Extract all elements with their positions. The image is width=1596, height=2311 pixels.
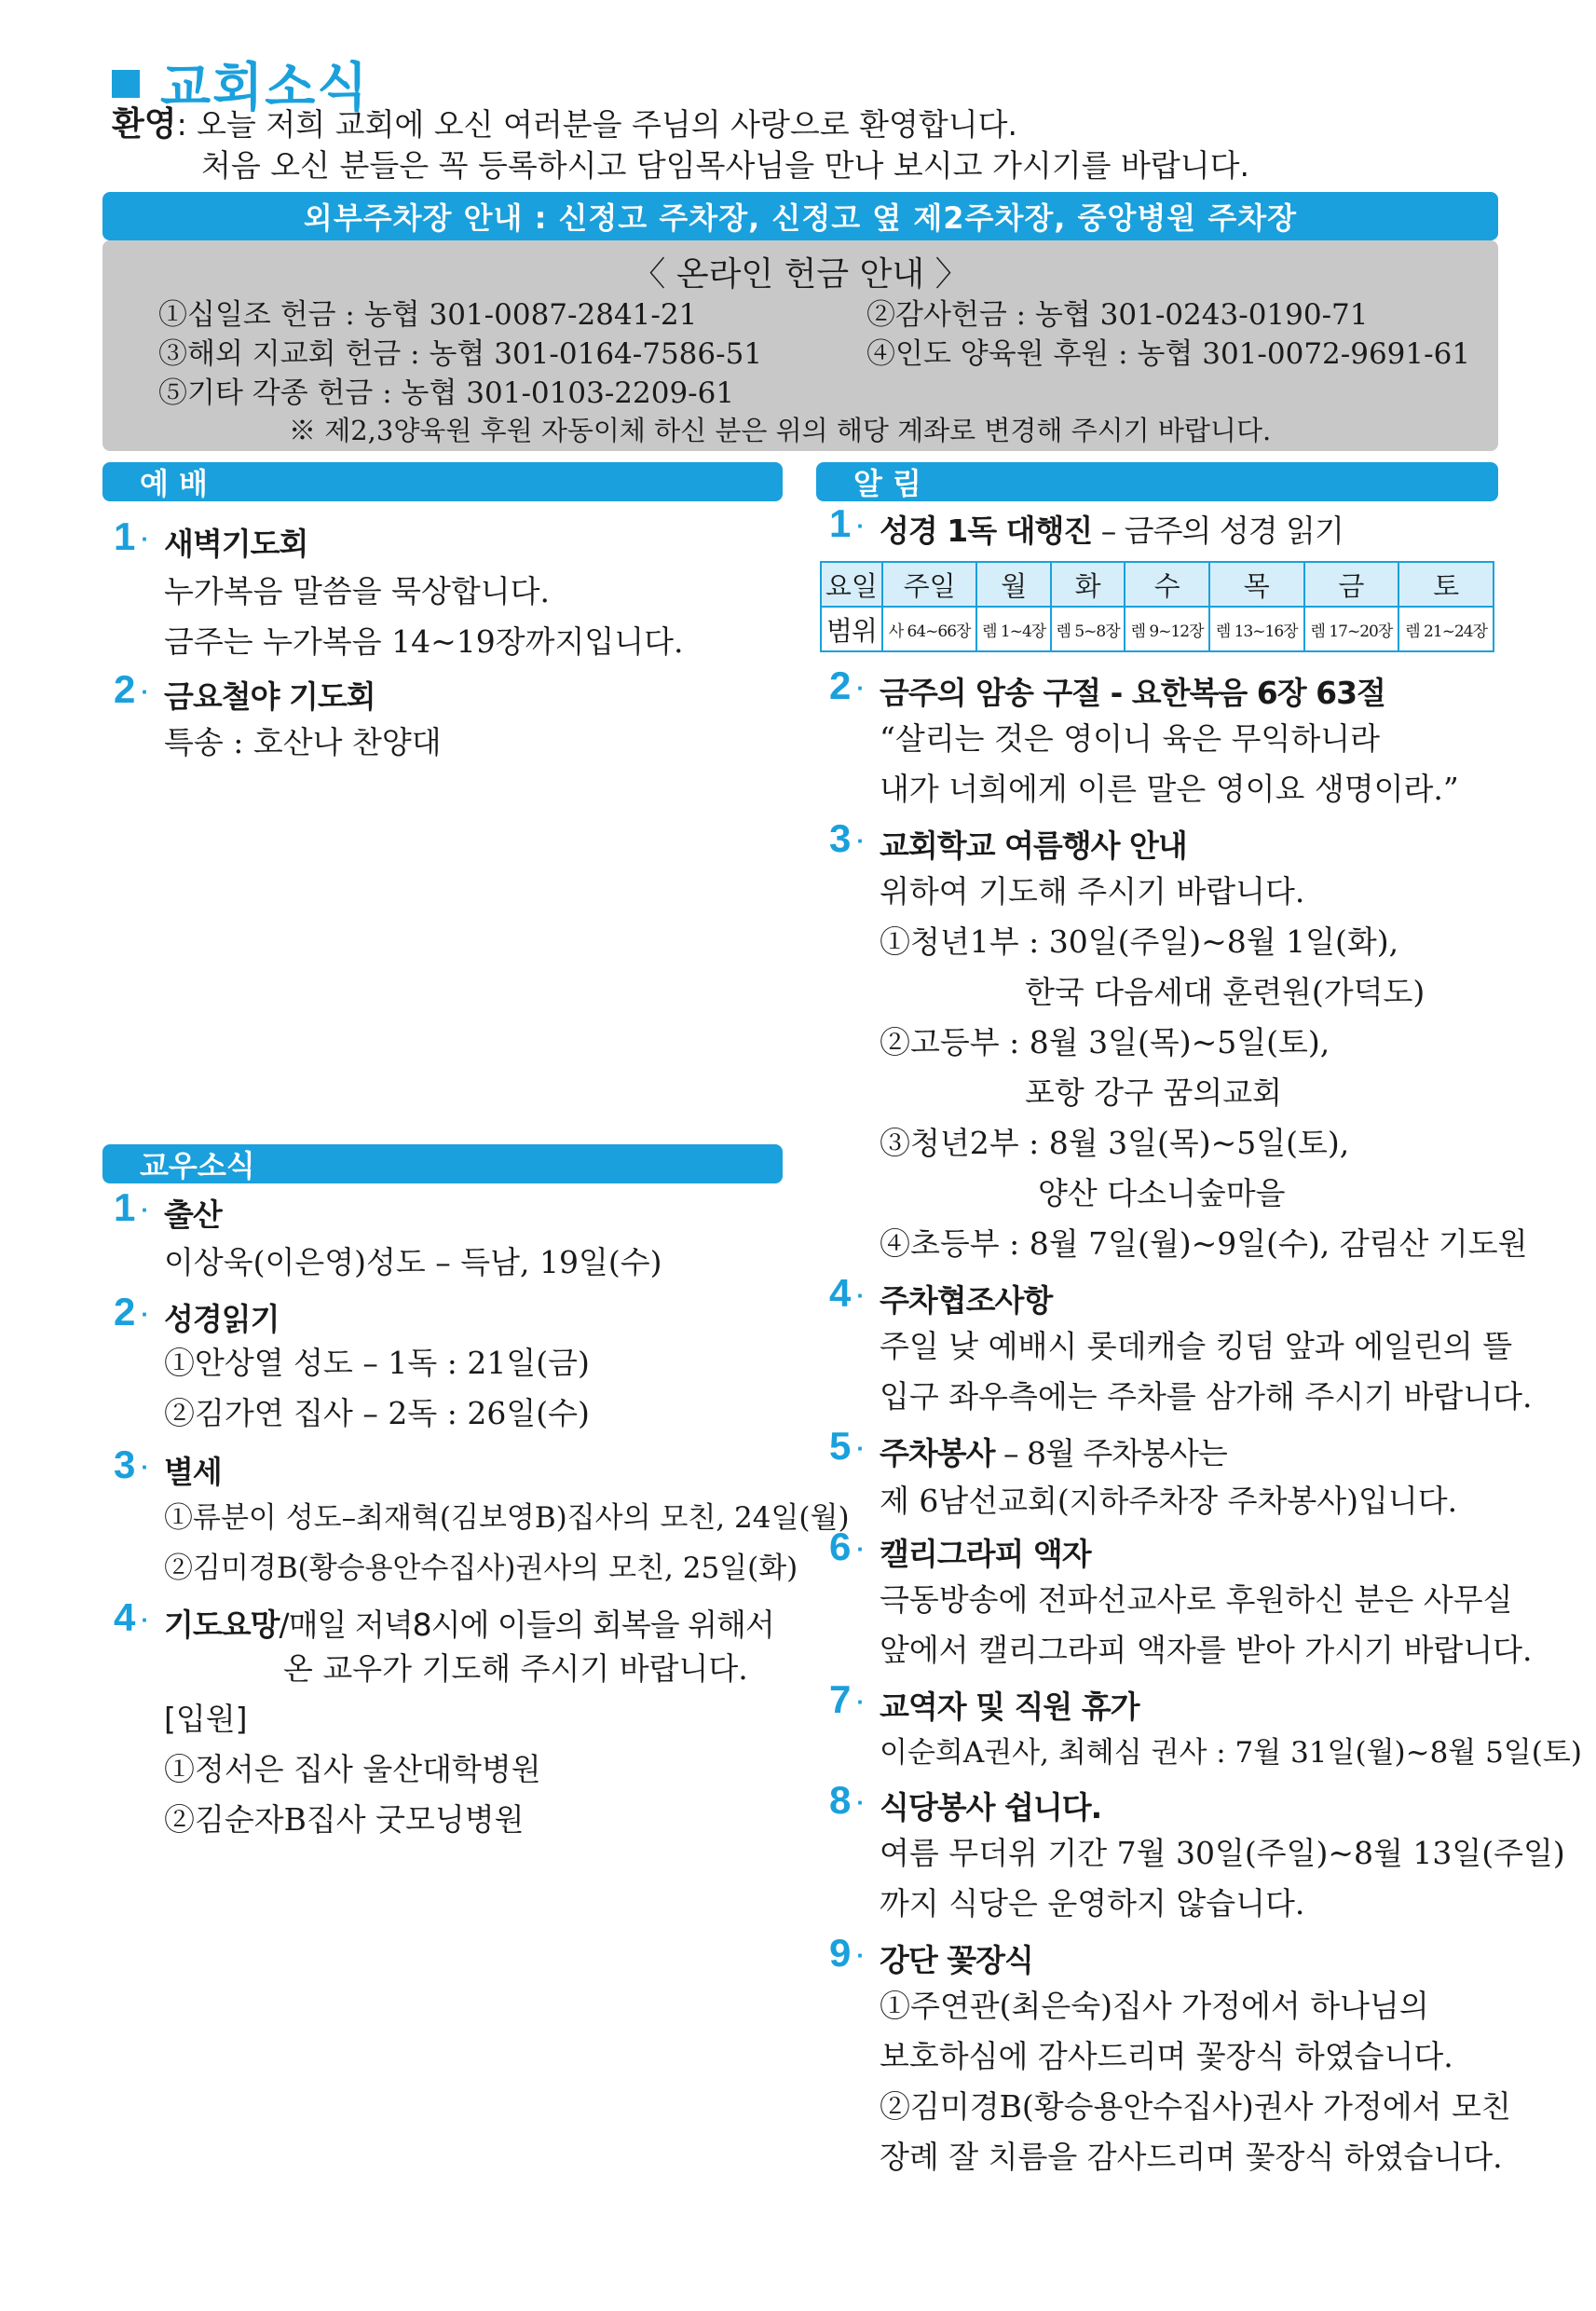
table-cell: 주일 xyxy=(882,562,977,607)
item-number: 2 · xyxy=(114,667,150,711)
notices-section-header: 알 림 xyxy=(816,462,1498,501)
members-item-heading: 기도요망/매일 저녁8시에 이들의 회복을 위해서 xyxy=(164,1607,774,1643)
offering-note: ※ 제2,3양육원 후원 자동이체 하신 분은 위의 해당 계좌로 변경해 주시기 바랍니다. xyxy=(289,415,1272,446)
offering-item: ②감사헌금 : 농협 301-0243-0190-71 xyxy=(866,298,1369,332)
members-item-heading: 출산 xyxy=(164,1197,222,1233)
notices-item-heading: 교회학교 여름행사 안내 xyxy=(880,827,1187,864)
notices-item-heading: 교역자 및 직원 휴가 xyxy=(880,1689,1139,1725)
notices-item-heading: 주차협조사항 xyxy=(880,1282,1053,1319)
bible-reading-schedule-table xyxy=(820,561,1494,652)
members-item-body: 온 교우가 기도해 주시기 바랍니다. [입원] ①정서은 집사 울산대학병원 ②김순자B집사 굿모닝병원 xyxy=(164,1650,748,1838)
worship-item-heading: 새벽기도회 xyxy=(164,526,308,562)
worship-section-header: 예 배 xyxy=(102,462,783,501)
notices-item-body: 극동방송에 전파선교사로 후원하신 분은 사무실 앞에서 캘리그라피 액자를 받아 가시기 바랍니다. xyxy=(880,1581,1533,1668)
item-number: 4 · xyxy=(829,1271,866,1315)
notices-item-body: ①주연관(최은숙)집사 가정에서 하나님의 보호하심에 감사드리며 꽃장식 하였습니다. ②김미경B(황승용안수집사)권사 가정에서 모친 장례 잘 치름을 감사드리며 꽃장식 하였습니다. xyxy=(880,1988,1511,2175)
offering-item: ①십일조 헌금 : 농협 301-0087-2841-21 xyxy=(158,298,698,332)
table-cell: 화 xyxy=(1051,562,1125,607)
online-offering-box xyxy=(102,240,1498,451)
notices-item-body: “살리는 것은 영이니 육은 무익하니라 내가 너희에게 이른 말은 영이요 생명이라.” xyxy=(880,720,1459,807)
offering-title: 〈 온라인 헌금 안내 〉 xyxy=(632,255,969,294)
table-cell: 토 xyxy=(1398,562,1494,607)
item-number: 6 · xyxy=(829,1525,866,1568)
page-title-text: 교회소식 xyxy=(160,58,370,118)
members-item-body: 이상욱(이은영)성도 – 득남, 19일(수) xyxy=(164,1244,662,1280)
table-row xyxy=(821,607,1494,651)
table-cell: 렘 17~20장 xyxy=(1304,607,1399,651)
members-section-header: 교우소식 xyxy=(102,1144,783,1183)
notices-item-heading: 캘리그라피 액자 xyxy=(880,1536,1091,1572)
table-cell: 사 64~66장 xyxy=(882,607,977,651)
notices-item-heading: 강단 꽃장식 xyxy=(880,1942,1033,1978)
table-row xyxy=(821,562,1494,607)
notices-item-heading: 주차봉사 – 8월 주차봉사는 xyxy=(880,1435,1227,1471)
item-number: 7 · xyxy=(829,1677,866,1721)
item-number: 3 · xyxy=(829,816,866,860)
item-number: 1 · xyxy=(114,514,150,558)
item-number: 2 · xyxy=(829,663,866,707)
notices-item-body: 위하여 기도해 주시기 바랍니다. ①청년1부 : 30일(주일)~8월 1일(화), 한국 다음세대 훈련원(가덕도) ②고등부 : 8월 3일(목)~5일(토), 포항 강구 꿈의교회 ③청년2부 : 8월 3일(목)~5일(토), 양산 다소니숲마을 ④초등부 : 8월 7일(월)~9일(수), 감림산 기도원 xyxy=(880,873,1528,1262)
item-number: 4 · xyxy=(114,1595,150,1639)
table-cell: 수 xyxy=(1125,562,1209,607)
members-item-body: ①류분이 성도–최재혁(김보영B)집사의 모친, 24일(월) ②김미경B(황승용안수집사)권사의 모친, 25일(화) xyxy=(164,1501,850,1585)
item-number: 5 · xyxy=(829,1424,866,1468)
table-cell: 렘 21~24장 xyxy=(1398,607,1494,651)
table-cell: 렘 13~16장 xyxy=(1209,607,1304,651)
table-cell: 요일 xyxy=(821,562,882,607)
members-item-heading: 성경읽기 xyxy=(164,1301,280,1337)
offering-item: ③해외 지교회 헌금 : 농협 301-0164-7586-51 xyxy=(158,337,763,371)
parking-info-bar: 외부주차장 안내 : 신정고 주차장, 신정고 옆 제2주차장, 중앙병원 주차장 xyxy=(102,192,1498,240)
welcome-line-1: : 오늘 저희 교회에 오신 여러분을 주님의 사랑으로 환영합니다. xyxy=(176,106,1018,143)
worship-item-body: 누가복음 말씀을 묵상합니다. 금주는 누가복음 14~19장까지입니다. xyxy=(164,573,684,660)
item-number: 1 · xyxy=(829,501,866,545)
item-number: 9 · xyxy=(829,1931,866,1975)
welcome-message xyxy=(112,104,1249,186)
worship-item-body: 특송 : 호산나 찬양대 xyxy=(164,724,442,760)
members-item-body: ①안상열 성도 – 1독 : 21일(금) ②김가연 집사 – 2독 : 26일(수) xyxy=(164,1345,590,1431)
table-cell: 렘 1~4장 xyxy=(976,607,1050,651)
notices-item-body: 이순희A권사, 최혜심 권사 : 7월 31일(월)~8월 5일(토) xyxy=(880,1736,1582,1770)
worship-item-heading: 금요철야 기도회 xyxy=(164,678,375,715)
notices-item-heading: 식당봉사 쉽니다. xyxy=(880,1789,1102,1826)
item-number: 1 · xyxy=(114,1185,150,1229)
notices-item-body: 여름 무더위 기간 7월 30일(주일)~8월 13일(주일) 까지 식당은 운영하지 않습니다. xyxy=(880,1835,1565,1921)
table-cell: 범위 xyxy=(821,607,882,651)
welcome-line-2: 처음 오신 분들은 꼭 등록하시고 담임목사님을 만나 보시고 가시기를 바랍니다. xyxy=(201,147,1249,184)
table-cell: 금 xyxy=(1304,562,1399,607)
item-number: 3 · xyxy=(114,1443,150,1486)
welcome-label: 환영 xyxy=(112,105,177,144)
table-cell: 렘 5~8장 xyxy=(1051,607,1125,651)
item-number: 8 · xyxy=(829,1778,866,1822)
offering-item: ④인도 양육원 후원 : 농협 301-0072-9691-61 xyxy=(866,337,1471,371)
offering-item: ⑤기타 각종 헌금 : 농협 301-0103-2209-61 xyxy=(158,376,735,410)
table-cell: 월 xyxy=(976,562,1050,607)
notices-item-body: 주일 낮 예배시 롯데캐슬 킹덤 앞과 에일린의 뜰 입구 좌우측에는 주차를 삼가해 주시기 바랍니다. xyxy=(880,1328,1533,1415)
item-number: 2 · xyxy=(114,1290,150,1333)
notices-item-heading: 금주의 암송 구절 - 요한복음 6장 63절 xyxy=(880,675,1385,711)
notices-item-body: 제 6남선교회(지하주차장 주차봉사)입니다. xyxy=(880,1483,1458,1519)
table-cell: 렘 9~12장 xyxy=(1125,607,1209,651)
notices-item-heading: 성경 1독 대행진 – 금주의 성경 읽기 xyxy=(880,513,1344,549)
table-cell: 목 xyxy=(1209,562,1304,607)
members-item-heading: 별세 xyxy=(164,1454,222,1490)
square-bullet-icon xyxy=(112,70,140,98)
